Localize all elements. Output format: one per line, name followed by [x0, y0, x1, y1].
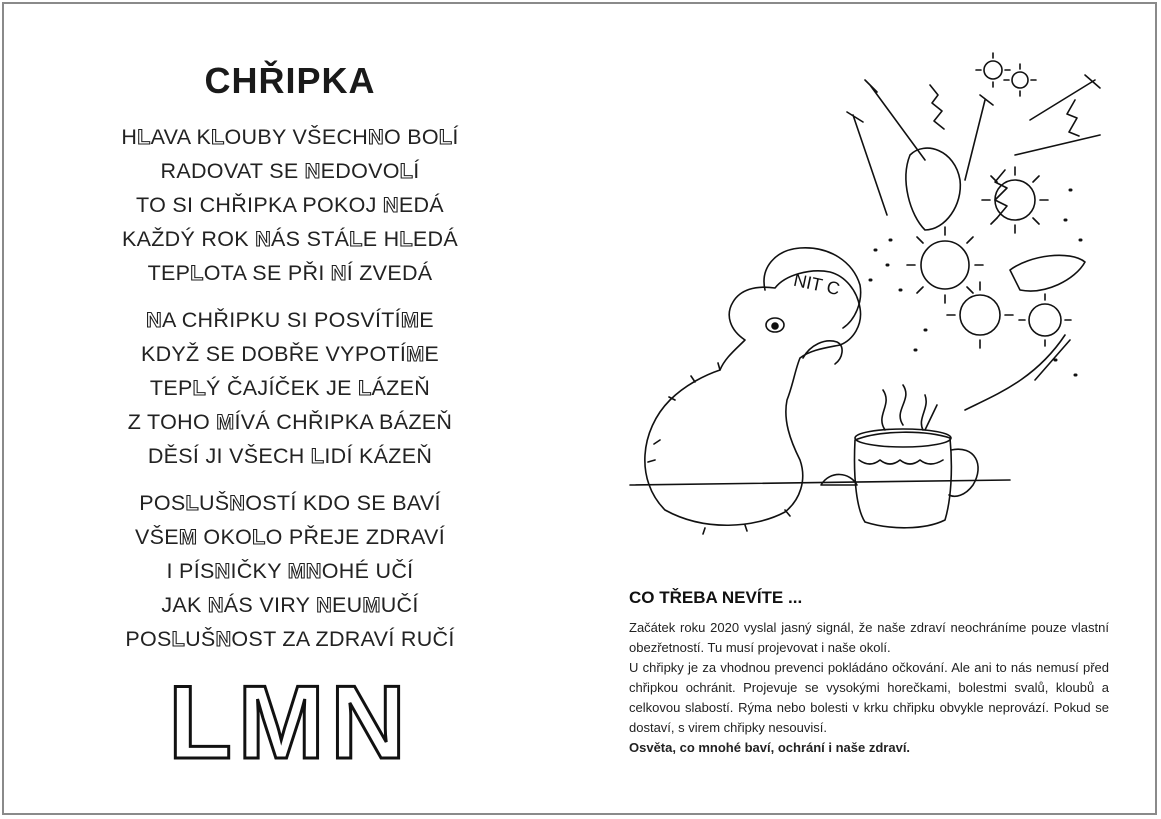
outlined-letter: L — [438, 125, 453, 149]
poem-text: UŠ — [198, 491, 230, 515]
poem-text: IČKY — [230, 559, 288, 583]
outlined-letter: N — [207, 593, 224, 617]
poem-text: E — [424, 342, 440, 366]
lemon-slice — [821, 474, 857, 485]
cat-fur — [648, 363, 790, 534]
poem-text: DĚSÍ JI VŠECH — [147, 444, 311, 468]
outlined-letter: L — [349, 227, 363, 251]
outlined-letter: M — [178, 525, 198, 549]
poem-text: POS — [125, 627, 172, 651]
poem-text: KDYŽ SE DOBŘE VYPOTÍ — [140, 342, 407, 366]
outlined-letter: N — [316, 593, 333, 617]
poem-text: OKO — [197, 525, 253, 549]
poem-text: E H — [362, 227, 400, 251]
sword-2 — [847, 112, 887, 215]
cap-text: NIT C — [791, 269, 842, 300]
pill-1 — [906, 148, 960, 230]
mug-handle — [949, 449, 978, 496]
mug-pattern — [859, 460, 943, 464]
sword-4 — [1030, 75, 1100, 120]
poem-stanza — [0, 120, 580, 290]
poem-text: UČÍ — [380, 593, 419, 617]
poem-text: OST ZA ZDRAVÍ RUČÍ — [231, 627, 455, 651]
poem-text: EDÁ — [412, 227, 459, 251]
poem-line — [0, 622, 580, 656]
zigzag-3 — [1067, 100, 1079, 136]
poem-column — [0, 60, 580, 669]
poem-text: TO SI CHŘIPKA POKOJ — [136, 193, 383, 217]
poem-text: O BO — [383, 125, 439, 149]
poem-line — [0, 405, 580, 439]
poem-text: H — [121, 125, 138, 149]
poem-text: Í — [413, 159, 420, 183]
big-letters-lmn: LMN — [168, 665, 412, 781]
outlined-letter: N — [214, 559, 231, 583]
outlined-letter: L — [252, 525, 266, 549]
outlined-letter: M — [406, 342, 425, 366]
info-body — [629, 618, 1109, 758]
outlined-letter: N — [215, 627, 232, 651]
cat-illustration — [625, 40, 1115, 560]
virus-3 — [947, 282, 1013, 348]
poem-text: ÍVÁ CHŘIPKA BÁZEŇ — [234, 410, 453, 434]
poem-text: Ý ČAJÍČEK JE — [206, 376, 359, 400]
poem-text: TEP — [147, 261, 191, 285]
info-closing: Osvěta, co mnohé baví, ochrání i naše zdraví. — [629, 740, 911, 755]
zigzag-1 — [930, 85, 944, 129]
poem-line — [0, 222, 580, 256]
spoon — [925, 405, 937, 430]
outlined-letter: M — [362, 593, 381, 617]
outlined-letter: M — [400, 308, 420, 332]
virus-1 — [982, 167, 1048, 233]
outlined-letter: N — [304, 159, 321, 183]
pill-2 — [1010, 255, 1085, 291]
virus-2 — [907, 227, 983, 303]
poem-line — [0, 337, 580, 371]
poem-text: UŠ — [185, 627, 216, 651]
poem-text: OHÉ UČÍ — [321, 559, 414, 583]
poem-text: ÁS STÁ — [271, 227, 350, 251]
poem-line — [0, 486, 580, 520]
outlined-letter: L — [399, 159, 414, 183]
poem-text: E — [419, 308, 434, 332]
poem-text: POS — [139, 491, 186, 515]
poem-text: Í ZVEDÁ — [346, 261, 433, 285]
outlined-letter: MN — [287, 559, 322, 583]
poem-text: ÁZEŇ — [371, 376, 431, 400]
outlined-letter: N — [229, 491, 246, 515]
outlined-letter: L — [185, 491, 199, 515]
poem-text: IDÍ KÁZEŇ — [324, 444, 433, 468]
poem-line — [0, 120, 580, 154]
poem-line — [0, 256, 580, 290]
poem-stanzas — [0, 120, 580, 656]
poem-text: KAŽDÝ ROK — [121, 227, 256, 251]
poem-stanza — [0, 303, 580, 473]
poem-text: EDÁ — [398, 193, 444, 217]
poem-line — [0, 554, 580, 588]
poem-text: O PŘEJE ZDRAVÍ — [265, 525, 445, 549]
outlined-letter: L — [399, 227, 413, 251]
poem-text: VŠE — [135, 525, 179, 549]
outlined-letter: L — [137, 125, 151, 149]
poem-line — [0, 188, 580, 222]
poem-line — [0, 439, 580, 473]
outlined-letter: M — [216, 410, 235, 434]
poem-line — [0, 154, 580, 188]
sword-3 — [965, 95, 993, 180]
poem-text: JAK — [161, 593, 208, 617]
poem-text: OUBY VŠECH — [224, 125, 369, 149]
poem-text: EU — [332, 593, 363, 617]
poem-text: TEP — [149, 376, 193, 400]
outlined-letter: L — [171, 627, 186, 651]
dots — [870, 190, 1081, 375]
poem-title: CHŘIPKA — [204, 60, 376, 101]
outlined-letter: L — [310, 444, 325, 468]
info-paragraph-2: U chřipky je za vhodnou prevenci pokládáno očkování. Ale ani to nás nemusí před chřipkou ochránit. Projevuje se vysokými horečkami, bolestmi svalů, kloubů a celkovou slabostí. Rýma nebo bolesti v krku chřipku obvykle neprovází. Pokud se dostaví, s virem chřipky nesouvisí. — [629, 660, 1109, 735]
outlined-letter: N — [146, 308, 162, 332]
sword-5 — [1015, 135, 1100, 155]
poem-text: AVA K — [150, 125, 212, 149]
outlined-letter: N — [255, 227, 272, 251]
poem-line — [0, 588, 580, 622]
poem-text: Í — [452, 125, 459, 149]
poem-text: Z TOHO — [127, 410, 217, 434]
poem-line — [0, 371, 580, 405]
poem-line — [0, 303, 580, 337]
virus-small-1 — [976, 53, 1010, 87]
poem-text: RADOVAT SE — [160, 159, 305, 183]
zigzag-2 — [995, 170, 1007, 218]
poem-text: EDOVO — [320, 159, 400, 183]
poem-text: OSTÍ KDO SE BAVÍ — [245, 491, 441, 515]
cat-body — [645, 271, 861, 525]
outlined-letter: L — [192, 376, 207, 400]
info-heading: CO TŘEBA NEVÍTE ... — [629, 588, 803, 607]
outlined-letter: L — [190, 261, 204, 285]
outlined-letter: N — [368, 125, 384, 149]
sword-1 — [865, 80, 925, 160]
poem-text: OTA SE PŘI — [203, 261, 331, 285]
outlined-letter: L — [358, 376, 372, 400]
poem-text: I PÍS — [166, 559, 215, 583]
virus-small-2 — [1004, 64, 1036, 96]
outlined-letter: N — [330, 261, 347, 285]
poem-line — [0, 520, 580, 554]
table-line — [630, 480, 1010, 485]
info-paragraph-1: Začátek roku 2020 vyslal jasný signál, že naše zdraví neochráníme pouze vlastní obezřetností. Tu musí projevovat i naše okolí. — [629, 620, 1109, 655]
poem-text: A CHŘIPKU SI POSVÍTÍ — [161, 308, 401, 332]
steam — [882, 385, 926, 430]
outlined-letter: L — [211, 125, 225, 149]
poem-text: ÁS VIRY — [223, 593, 317, 617]
outlined-letter: N — [383, 193, 399, 217]
poem-stanza — [0, 486, 580, 656]
